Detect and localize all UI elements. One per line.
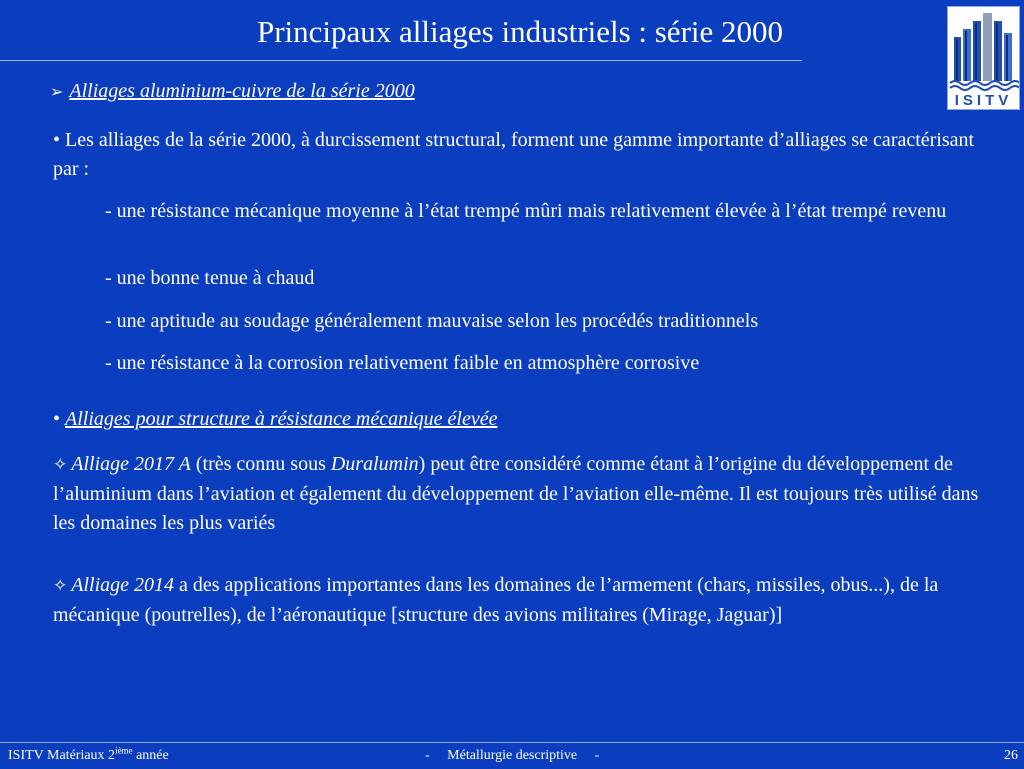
alloy-2017-text-after: ) peut être considéré comme étant à l’origine du développement de l’aluminium dans l’aviation et également du développement de l’aviation elle-même. Il est toujours très utilisé dans les domaines les plus variés <box>53 453 979 534</box>
logo-lettering: ISITV <box>954 92 1013 109</box>
property-item: - une aptitude au soudage généralement mauvaise selon les procédés traditionnels <box>105 310 759 332</box>
slide-footer <box>0 742 1024 769</box>
intro-paragraph: • Les alliages de la série 2000, à durcissement structural, forment une gamme importante d’alliages se caractérisant par : <box>53 129 975 180</box>
alloy-2017-nickname: Duralumin <box>330 453 419 475</box>
page-number: 26 <box>1004 748 1018 763</box>
property-item: - une résistance mécanique moyenne à l’état trempé mûri mais relativement élevée à l’état trempé revenu <box>105 200 947 222</box>
alloy-2017-name: Alliage 2017 A <box>71 453 191 475</box>
arrow-right-icon: ➢ <box>50 82 64 101</box>
alloy-2014-text: a des applications importantes dans les domaines de l’armement (chars, missiles, obus...), de la mécanique (poutrelles), de l’aéronautique [structure des avions militaires (Mirage, Jaguar)] <box>53 574 939 626</box>
section-heading <box>50 78 415 105</box>
footer-course-suffix: année <box>132 748 169 763</box>
slide-title: Principaux alliages industriels : série 2000 <box>256 14 784 49</box>
section-heading-text: Alliages aluminium-cuivre de la série 2000 <box>69 80 415 102</box>
footer-course <box>8 743 169 769</box>
property-item: - une bonne tenue à chaud <box>105 267 315 289</box>
alloy-2014-paragraph <box>53 571 988 630</box>
alloy-2017-text-before: (très connu sous <box>190 453 331 475</box>
bullet-dot: • <box>53 408 61 430</box>
footer-course-prefix: ISITV Matériaux 2 <box>8 748 116 763</box>
sparkle-star-icon: ✧ <box>53 576 68 596</box>
footer-subject: - Métallurgie descriptive - <box>425 748 600 763</box>
sparkle-star-icon: ✧ <box>53 455 68 475</box>
alloy-2014-name: Alliage 2014 <box>71 574 175 596</box>
property-item: - une résistance à la corrosion relativement faible en atmosphère corrosive <box>105 352 700 374</box>
isitv-logo-graphic <box>948 7 1019 109</box>
structure-heading <box>53 405 498 434</box>
structure-heading-text: Alliages pour structure à résistance mécanique élevée <box>65 408 498 430</box>
footer-course-sup: ième <box>115 745 133 756</box>
alloy-2017-paragraph <box>53 450 998 538</box>
isitv-logo <box>947 6 1020 110</box>
title-divider <box>0 60 802 61</box>
